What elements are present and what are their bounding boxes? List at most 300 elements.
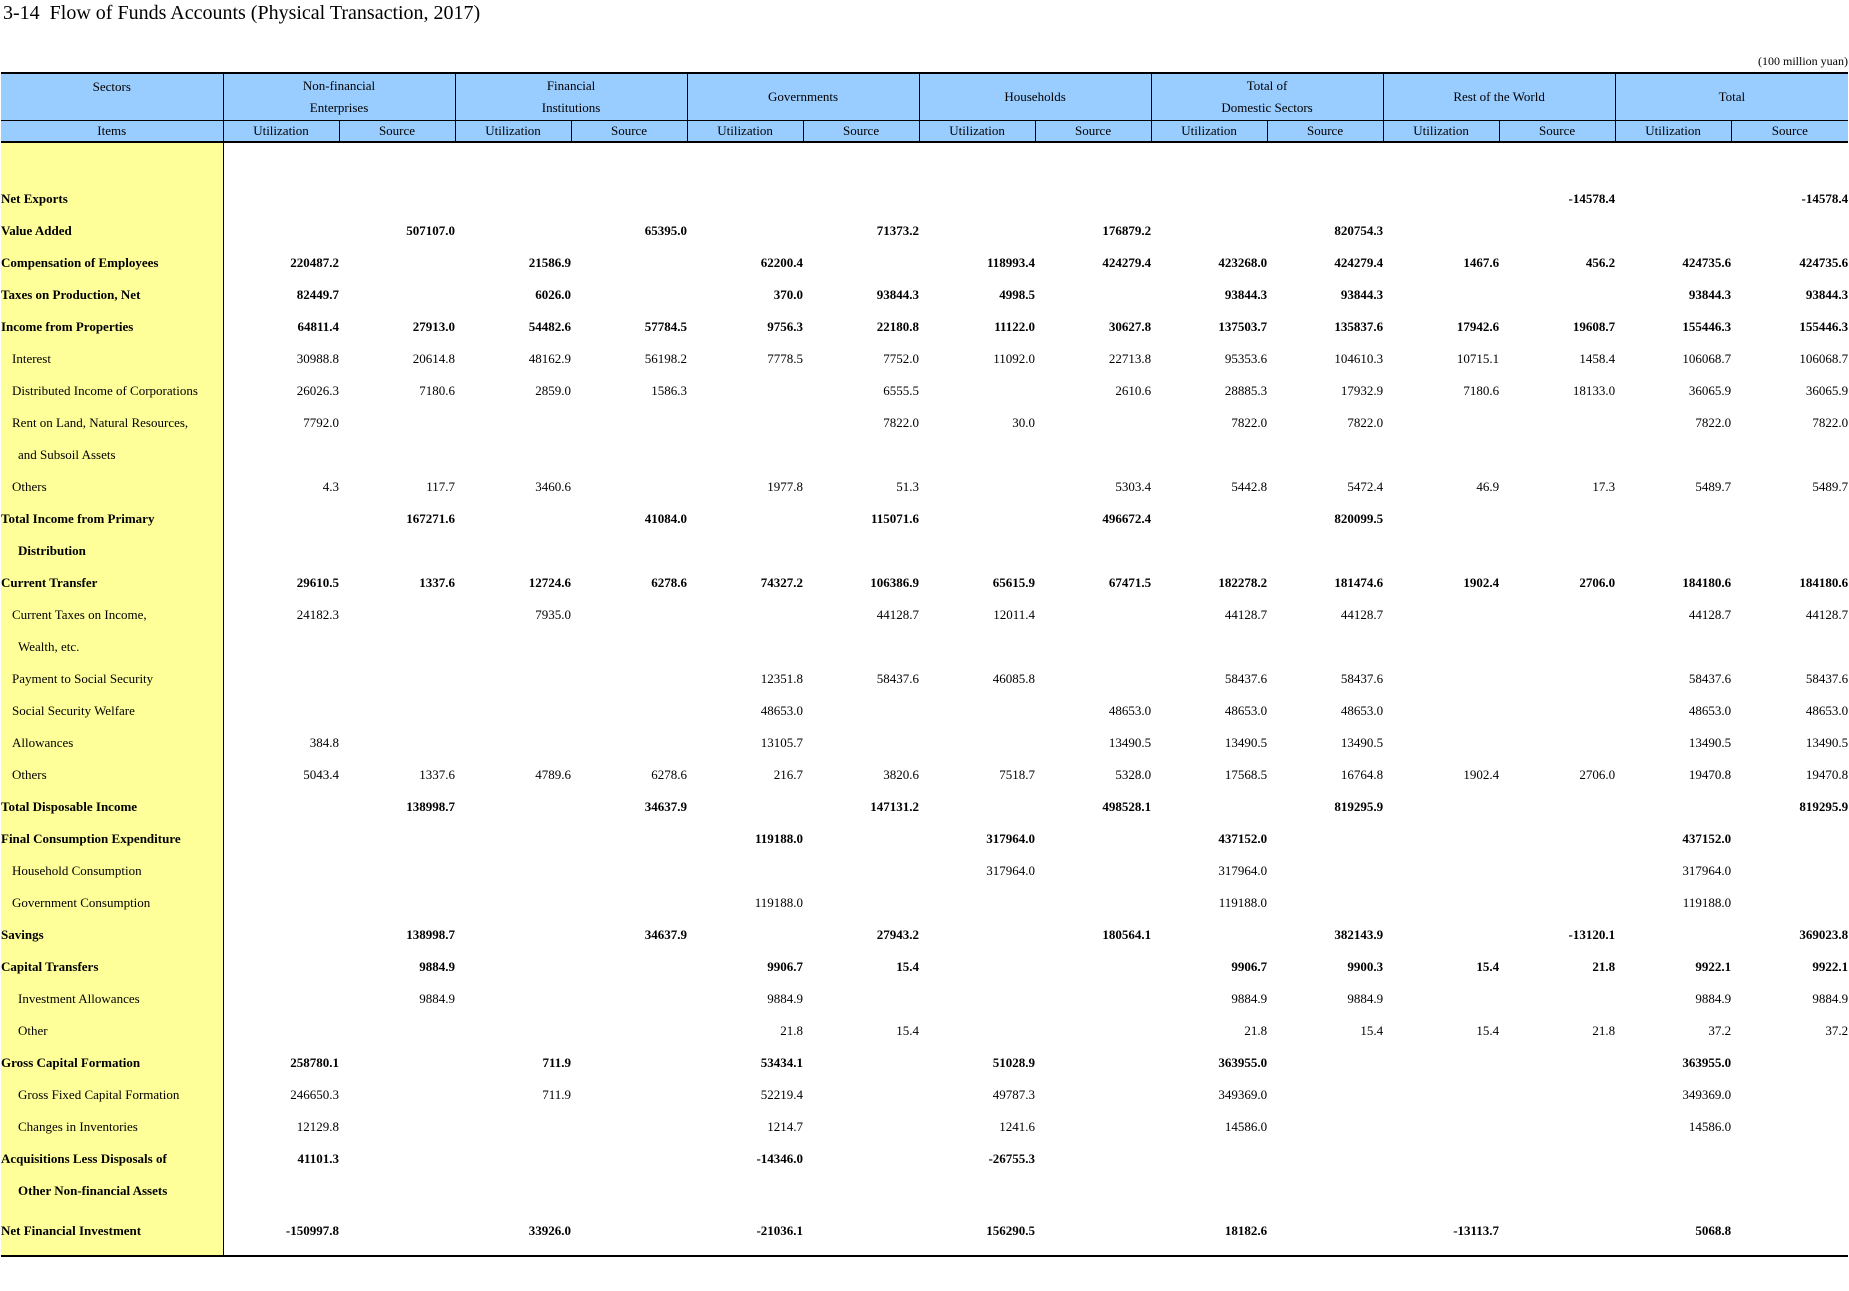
value-cell (1615, 183, 1731, 215)
value-cell (1035, 1015, 1151, 1047)
value-cell: -150997.8 (223, 1207, 339, 1256)
value-cell (1383, 279, 1499, 311)
value-cell: 184180.6 (1799, 575, 1849, 590)
row-label: Others (1, 471, 223, 503)
value-cell: 13490.5 (1805, 735, 1849, 750)
value-cell: 67471.5 (1108, 575, 1152, 590)
value-cell: 106386.9 (870, 575, 920, 590)
value-cell (223, 439, 339, 471)
value-cell (1499, 983, 1615, 1015)
table-row (1, 951, 1848, 983)
value-cell (687, 439, 803, 471)
value-cell (803, 1079, 919, 1111)
value-cell: 27913.0 (412, 319, 456, 334)
value-cell (687, 599, 803, 631)
table-row (1, 407, 1848, 439)
value-cell: 819295.9 (1799, 799, 1849, 814)
value-cell (1731, 535, 1848, 567)
value-cell (339, 663, 455, 695)
value-cell (1499, 887, 1615, 919)
value-cell: 184180.6 (1682, 575, 1732, 590)
value-cell: 48653.0 (760, 703, 804, 718)
value-cell: 135837.6 (1334, 319, 1384, 334)
value-cell (571, 1111, 687, 1143)
value-cell: 13490.5 (1688, 735, 1732, 750)
value-cell (803, 183, 919, 215)
value-cell: 95353.6 (1224, 351, 1268, 366)
value-cell (223, 142, 339, 183)
value-cell: 155446.3 (1682, 319, 1732, 334)
value-cell (1615, 1143, 1731, 1175)
value-cell (571, 983, 687, 1015)
value-cell (1499, 1143, 1615, 1175)
header-utilization: Utilization (223, 121, 339, 143)
value-cell (1731, 439, 1848, 471)
value-cell (571, 951, 687, 983)
value-cell: 28885.3 (1224, 383, 1268, 398)
row-label: Value Added (1, 215, 223, 247)
value-cell: 41101.3 (297, 1151, 339, 1166)
table-row (1, 1175, 1848, 1207)
row-label: Government Consumption (1, 887, 223, 919)
value-cell: 7822.0 (1347, 415, 1384, 430)
row-label: Distributed Income of Corporations (1, 375, 223, 407)
value-cell (803, 727, 919, 759)
value-cell (1615, 1175, 1731, 1207)
value-cell (1383, 503, 1499, 535)
value-cell: 349369.0 (1682, 1087, 1732, 1102)
value-cell (803, 142, 919, 183)
value-cell (687, 919, 803, 951)
value-cell (223, 823, 339, 855)
value-cell: 424279.4 (1334, 255, 1384, 270)
page-title: 3-14 Flow of Funds Accounts (Physical Transaction, 2017) (3, 2, 481, 24)
value-cell: 56198.2 (644, 351, 688, 366)
value-cell: 48653.0 (1805, 703, 1849, 718)
value-cell: 44128.7 (1805, 607, 1849, 622)
table-row (1, 535, 1848, 567)
value-cell: 51.3 (896, 479, 920, 494)
value-cell (687, 375, 803, 407)
value-cell: 93844.3 (1340, 287, 1384, 302)
row-label: Other Non-financial Assets (1, 1175, 223, 1207)
value-cell (1035, 142, 1151, 183)
value-cell (1383, 663, 1499, 695)
value-cell (455, 183, 571, 215)
row-label: Compensation of Employees (1, 247, 223, 279)
value-cell (455, 1143, 571, 1175)
value-cell (1267, 1079, 1383, 1111)
table-row (1, 1143, 1848, 1175)
value-cell (1151, 439, 1267, 471)
table-row (1, 142, 1848, 183)
value-cell (1267, 142, 1383, 183)
value-cell: 7752.0 (883, 351, 920, 366)
value-cell (571, 407, 687, 439)
value-cell (919, 887, 1035, 919)
value-cell (1035, 1111, 1151, 1143)
value-cell: 7822.0 (1695, 415, 1732, 430)
value-cell: 44128.7 (876, 607, 920, 622)
value-cell (919, 727, 1035, 759)
value-cell (919, 375, 1035, 407)
value-cell: 119188.0 (754, 831, 804, 846)
table-row (1, 471, 1848, 503)
value-cell (1035, 599, 1151, 631)
value-cell (919, 1175, 1035, 1207)
value-cell: 58437.6 (876, 671, 920, 686)
value-cell: 119188.0 (1218, 895, 1268, 910)
value-cell (687, 142, 803, 183)
value-cell (919, 791, 1035, 823)
value-cell (223, 663, 339, 695)
table-row (1, 343, 1848, 375)
value-cell: 52219.4 (760, 1087, 804, 1102)
value-cell (1383, 983, 1499, 1015)
value-cell (1383, 1079, 1499, 1111)
value-cell (571, 1015, 687, 1047)
value-cell: 9906.7 (767, 959, 804, 974)
value-cell: 5442.8 (1231, 479, 1268, 494)
value-cell: 7792.0 (303, 415, 339, 430)
value-cell: 317964.0 (986, 863, 1036, 878)
value-cell (1267, 1143, 1383, 1175)
value-cell (919, 471, 1035, 503)
value-cell (803, 855, 919, 887)
value-cell (455, 1015, 571, 1047)
value-cell: 22713.8 (1108, 351, 1152, 366)
value-cell: 24182.3 (296, 607, 339, 622)
value-cell (1383, 1175, 1499, 1207)
value-cell (1499, 215, 1615, 247)
value-cell (803, 631, 919, 663)
row-label: Allowances (1, 727, 223, 759)
value-cell (1267, 855, 1383, 887)
value-cell: 7518.7 (999, 767, 1036, 782)
value-cell (1615, 791, 1731, 823)
value-cell: 37.2 (1708, 1023, 1732, 1038)
value-cell (1731, 631, 1848, 663)
row-label: Income from Properties (1, 311, 223, 343)
value-cell (455, 215, 571, 247)
value-cell (455, 727, 571, 759)
value-cell: 62200.4 (760, 255, 804, 270)
value-cell (1383, 855, 1499, 887)
value-cell: 106068.7 (1682, 351, 1732, 366)
value-cell: 65615.9 (992, 575, 1036, 590)
table-body (1, 142, 1848, 1256)
value-cell (919, 695, 1035, 727)
value-cell: 58437.6 (1688, 671, 1732, 686)
value-cell (1151, 535, 1267, 567)
row-label: Final Consumption Expenditure (1, 823, 223, 855)
table-row (1, 1047, 1848, 1079)
value-cell (1731, 503, 1848, 535)
table-row (1, 439, 1848, 471)
value-cell: 5068.8 (1615, 1207, 1731, 1256)
value-cell: 19470.8 (1805, 767, 1849, 782)
value-cell (571, 823, 687, 855)
value-cell: 5489.7 (1812, 479, 1849, 494)
value-cell (571, 279, 687, 311)
value-cell (223, 695, 339, 727)
row-label: Acquisitions Less Disposals of (1, 1143, 223, 1175)
value-cell (1499, 279, 1615, 311)
value-cell: 9884.9 (1695, 991, 1732, 1006)
value-cell: 9884.9 (419, 991, 456, 1006)
value-cell (1383, 407, 1499, 439)
value-cell (1151, 631, 1267, 663)
value-cell: 370.0 (773, 287, 804, 302)
value-cell (455, 951, 571, 983)
value-cell: 15.4 (896, 959, 920, 974)
value-cell (223, 983, 339, 1015)
value-cell (919, 535, 1035, 567)
value-cell (571, 1079, 687, 1111)
value-cell: 9922.1 (1695, 959, 1732, 974)
value-cell: 7180.6 (419, 383, 456, 398)
value-cell (1035, 823, 1151, 855)
value-cell (687, 183, 803, 215)
value-cell: 51028.9 (992, 1055, 1036, 1070)
value-cell: 17.3 (1592, 479, 1616, 494)
value-cell (1035, 1047, 1151, 1079)
value-cell: 15.4 (1476, 1023, 1500, 1038)
value-cell (455, 983, 571, 1015)
value-cell: 363955.0 (1682, 1055, 1732, 1070)
value-cell: 437152.0 (1682, 831, 1732, 846)
value-cell: 7822.0 (1812, 415, 1849, 430)
value-cell (1499, 727, 1615, 759)
value-cell (1499, 142, 1615, 183)
value-cell (455, 663, 571, 695)
value-cell: 5489.7 (1695, 479, 1732, 494)
value-cell: 182278.2 (1218, 575, 1268, 590)
value-cell (339, 1143, 455, 1175)
value-cell: 9756.3 (767, 319, 804, 334)
value-cell: 9884.9 (1347, 991, 1384, 1006)
value-cell: 6026.0 (535, 287, 572, 302)
value-cell (1035, 535, 1151, 567)
value-cell (339, 535, 455, 567)
value-cell (223, 535, 339, 567)
value-cell: 15.4 (1476, 959, 1500, 974)
value-cell: 4.3 (322, 479, 339, 494)
value-cell: 147131.2 (870, 799, 920, 814)
value-cell (1151, 142, 1267, 183)
value-cell (339, 1175, 455, 1207)
value-cell (455, 1175, 571, 1207)
value-cell (1499, 535, 1615, 567)
value-cell: 507107.0 (406, 223, 456, 238)
value-cell: 9884.9 (767, 991, 804, 1006)
value-cell: 9884.9 (1812, 991, 1849, 1006)
value-cell: 424279.4 (1102, 255, 1152, 270)
value-cell (1383, 535, 1499, 567)
value-cell (339, 439, 455, 471)
header-source: Source (571, 121, 687, 143)
value-cell (1731, 1207, 1848, 1256)
row-label: Other (1, 1015, 223, 1047)
value-cell (1267, 183, 1383, 215)
value-cell (687, 1175, 803, 1207)
value-cell (1383, 599, 1499, 631)
value-cell: 423268.0 (1218, 255, 1268, 270)
value-cell (687, 855, 803, 887)
table-row (1, 375, 1848, 407)
row-label: Household Consumption (1, 855, 223, 887)
value-cell (1383, 727, 1499, 759)
row-label: Investment Allowances (1, 983, 223, 1015)
value-cell: 44128.7 (1224, 607, 1268, 622)
header-sector-group: Households (919, 73, 1151, 121)
value-cell (687, 503, 803, 535)
value-cell (339, 599, 455, 631)
value-cell: 2706.0 (1579, 575, 1616, 590)
value-cell: 216.7 (773, 767, 804, 782)
value-cell (803, 887, 919, 919)
value-cell: 3820.6 (883, 767, 920, 782)
value-cell (1731, 1079, 1848, 1111)
value-cell (1151, 919, 1267, 951)
value-cell: 13105.7 (760, 735, 804, 750)
row-label: Net Exports (1, 183, 223, 215)
value-cell: 14586.0 (1224, 1119, 1268, 1134)
header-utilization: Utilization (1151, 121, 1267, 143)
value-cell: 1214.7 (767, 1119, 804, 1134)
value-cell (339, 695, 455, 727)
value-cell: 74327.2 (760, 575, 804, 590)
value-cell (571, 1207, 687, 1256)
value-cell (1383, 183, 1499, 215)
value-cell: 65395.0 (644, 223, 688, 238)
header-sector-group: Non-financial Enterprises (223, 73, 455, 121)
value-cell: 49787.3 (992, 1087, 1036, 1102)
value-cell: 19470.8 (1688, 767, 1732, 782)
header-utilization: Utilization (687, 121, 803, 143)
value-cell: 7822.0 (1231, 415, 1268, 430)
header-source: Source (1499, 121, 1615, 143)
value-cell (1383, 215, 1499, 247)
value-cell (571, 855, 687, 887)
value-cell (1035, 407, 1151, 439)
value-cell (339, 855, 455, 887)
value-cell (339, 887, 455, 919)
table-row (1, 247, 1848, 279)
value-cell: 93844.3 (876, 287, 920, 302)
value-cell (1615, 215, 1731, 247)
value-cell: 12724.6 (528, 575, 572, 590)
value-cell: -14578.4 (1801, 191, 1849, 206)
table-row (1, 1207, 1848, 1256)
value-cell (455, 407, 571, 439)
value-cell: 27943.2 (876, 927, 920, 942)
value-cell (571, 439, 687, 471)
value-cell (1151, 1175, 1267, 1207)
value-cell (1731, 1143, 1848, 1175)
value-cell: 58437.6 (1805, 671, 1849, 686)
value-cell (1035, 663, 1151, 695)
unit-label: (100 million yuan) (1758, 54, 1848, 68)
value-cell: 5328.0 (1115, 767, 1152, 782)
value-cell: 496672.4 (1102, 511, 1152, 526)
value-cell (1035, 631, 1151, 663)
value-cell: 19608.7 (1572, 319, 1616, 334)
value-cell: 53434.1 (760, 1055, 804, 1070)
value-cell (1499, 855, 1615, 887)
value-cell (803, 1175, 919, 1207)
value-cell (571, 887, 687, 919)
value-cell: 317964.0 (1682, 863, 1732, 878)
header-sector-group: Financial Institutions (455, 73, 687, 121)
value-cell: 9922.1 (1812, 959, 1849, 974)
value-cell (1383, 1111, 1499, 1143)
value-cell: 34637.9 (644, 799, 688, 814)
header-utilization: Utilization (1383, 121, 1499, 143)
value-cell (339, 142, 455, 183)
table-row (1, 727, 1848, 759)
table-row (1, 823, 1848, 855)
value-cell: 14586.0 (1688, 1119, 1732, 1134)
value-cell (571, 142, 687, 183)
value-cell: 7778.5 (767, 351, 804, 366)
value-cell: 12351.8 (760, 671, 804, 686)
value-cell: 58437.6 (1224, 671, 1268, 686)
value-cell: 44128.7 (1688, 607, 1732, 622)
value-cell: 21.8 (1592, 959, 1616, 974)
table-row (1, 983, 1848, 1015)
row-label: and Subsoil Assets (1, 439, 223, 471)
value-cell: 7180.6 (1463, 383, 1500, 398)
value-cell (1731, 142, 1848, 183)
header-source: Source (339, 121, 455, 143)
value-cell: 6555.5 (883, 383, 920, 398)
value-cell: 48162.9 (528, 351, 572, 366)
value-cell (571, 695, 687, 727)
row-label (1, 142, 223, 183)
value-cell: 9884.9 (419, 959, 456, 974)
value-cell (1615, 142, 1731, 183)
value-cell (571, 1175, 687, 1207)
table-row (1, 279, 1848, 311)
value-cell: 15.4 (1360, 1023, 1384, 1038)
row-label: Changes in Inventories (1, 1111, 223, 1143)
value-cell: 93844.3 (1688, 287, 1732, 302)
row-label: Gross Capital Formation (1, 1047, 223, 1079)
value-cell: 11092.0 (993, 351, 1036, 366)
value-cell (1035, 855, 1151, 887)
row-label: Rent on Land, Natural Resources, (1, 407, 223, 439)
value-cell (687, 215, 803, 247)
value-cell (339, 1111, 455, 1143)
value-cell: 48653.0 (1340, 703, 1384, 718)
value-cell: 57784.5 (644, 319, 688, 334)
row-label: Distribution (1, 535, 223, 567)
value-cell (1499, 1047, 1615, 1079)
value-cell: 258780.1 (290, 1055, 339, 1070)
value-cell (1151, 183, 1267, 215)
value-cell: 317964.0 (1218, 863, 1268, 878)
value-cell: 1337.6 (419, 767, 456, 782)
value-cell: 9900.3 (1347, 959, 1384, 974)
row-label: Total Income from Primary (1, 503, 223, 535)
value-cell: 819295.9 (1334, 799, 1384, 814)
value-cell (687, 631, 803, 663)
row-label: Interest (1, 343, 223, 375)
value-cell: 2859.0 (535, 383, 572, 398)
value-cell (803, 1143, 919, 1175)
value-cell: 21586.9 (528, 255, 572, 270)
